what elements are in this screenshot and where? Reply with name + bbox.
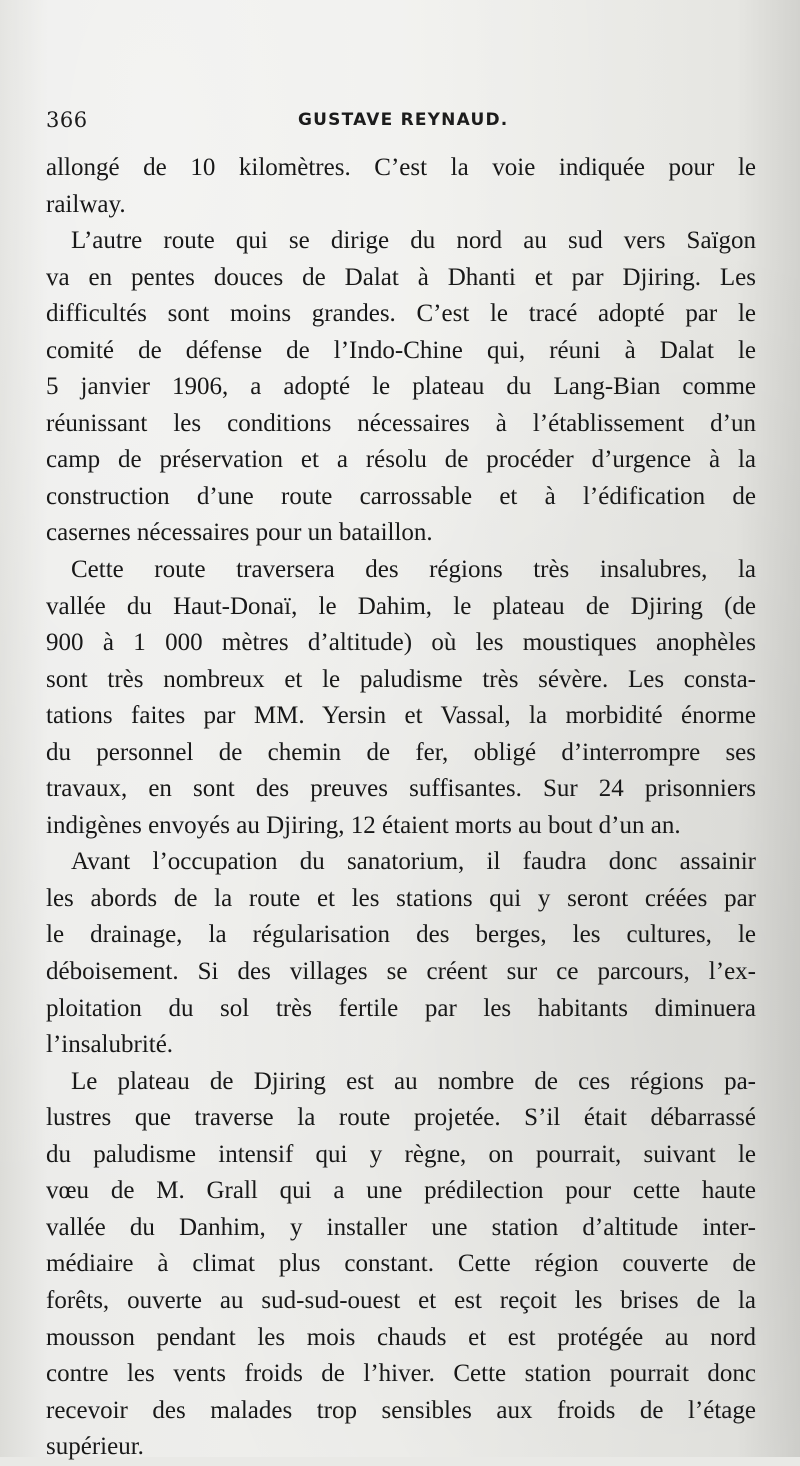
text-line: 900 à 1 000 mètres d’altitude) où les moustiques anophèles	[46, 629, 756, 657]
page-number: 366	[46, 108, 88, 132]
text-line: les abords de la route et les stations qui y seront créées par	[46, 884, 756, 912]
text-line: difficultés sont moins grandes. C’est le tracé adopté par le	[46, 300, 756, 328]
text-line: le drainage, la régularisation des berges, les cultures, le	[46, 921, 756, 949]
body-text	[46, 150, 756, 1466]
text-line: forêts, ouverte au sud-sud-ouest et est reçoit les brises de la	[46, 1286, 756, 1314]
running-title: GUSTAVE REYNAUD.	[298, 110, 509, 130]
text-line: ploitation du sol très fertile par les habitants diminuera	[46, 994, 756, 1022]
text-line: tations faites par MM. Yersin et Vassal, la morbidité énorme	[46, 702, 756, 730]
text-line: comité de défense de l’Indo-Chine qui, réuni à Dalat le	[46, 336, 756, 364]
paragraph	[46, 552, 756, 844]
page-header	[46, 108, 746, 138]
text-line: mousson pendant les mois chauds et est protégée au nord	[46, 1323, 756, 1351]
text-line: camp de préservation et a résolu de procéder d’urgence à la	[46, 446, 756, 474]
text-line: Le plateau de Djiring est au nombre de ces régions pa-	[71, 1067, 756, 1095]
text-line: réunissant les conditions nécessaires à l’établissement d’un	[46, 409, 756, 437]
text-line: supérieur.	[46, 1433, 144, 1461]
text-line: vœu de M. Grall qui a une prédilection pour cette haute	[46, 1177, 756, 1205]
text-line: indigènes envoyés au Djiring, 12 étaient morts au bout d’un an.	[46, 811, 681, 839]
text-line: Avant l’occupation du sanatorium, il faudra donc assainir	[71, 848, 756, 876]
text-line: construction d’une route carrossable et à l’édification de	[46, 482, 756, 510]
text-line: déboisement. Si des villages se créent sur ce parcours, l’ex-	[46, 958, 756, 986]
text-line: railway.	[46, 190, 126, 218]
text-line: lustres que traverse la route projetée. S’il était débarrassé	[46, 1104, 756, 1132]
text-line: médiaire à climat plus constant. Cette région couverte de	[46, 1250, 756, 1278]
text-line: travaux, en sont des preuves suffisantes. Sur 24 prisonniers	[46, 775, 756, 803]
text-line: vallée du Haut-Donaï, le Dahim, le plateau de Djiring (de	[46, 592, 756, 620]
text-line: allongé de 10 kilomètres. C’est la voie indiquée pour le	[46, 154, 756, 181]
text-line: l’insalubrité.	[46, 1031, 174, 1059]
text-line: Cette route traversera des régions très insalubres, la	[71, 556, 756, 584]
paragraph	[46, 844, 756, 1063]
text-line: vallée du Danhim, y installer une station d’altitude inter-	[46, 1213, 756, 1241]
paragraph	[46, 223, 756, 552]
paragraph	[46, 1064, 756, 1466]
text-line: casernes nécessaires pour un bataillon.	[46, 519, 433, 547]
text-line: sont très nombreux et le paludisme très sévère. Les consta-	[46, 665, 756, 693]
text-line: 5 janvier 1906, a adopté le plateau du Lang-Bian comme	[46, 373, 756, 401]
text-line: va en pentes douces de Dalat à Dhanti et par Djiring. Les	[46, 263, 756, 291]
text-line: contre les vents froids de l’hiver. Cette station pourrait donc	[46, 1360, 756, 1388]
text-line: recevoir des malades trop sensibles aux froids de l’étage	[46, 1396, 756, 1424]
paragraph	[46, 150, 756, 223]
text-line: du personnel de chemin de fer, obligé d’interrompre ses	[46, 738, 756, 766]
text-line: du paludisme intensif qui y règne, on pourrait, suivant le	[46, 1140, 756, 1168]
text-line: L’autre route qui se dirige du nord au sud vers Saïgon	[71, 227, 756, 255]
